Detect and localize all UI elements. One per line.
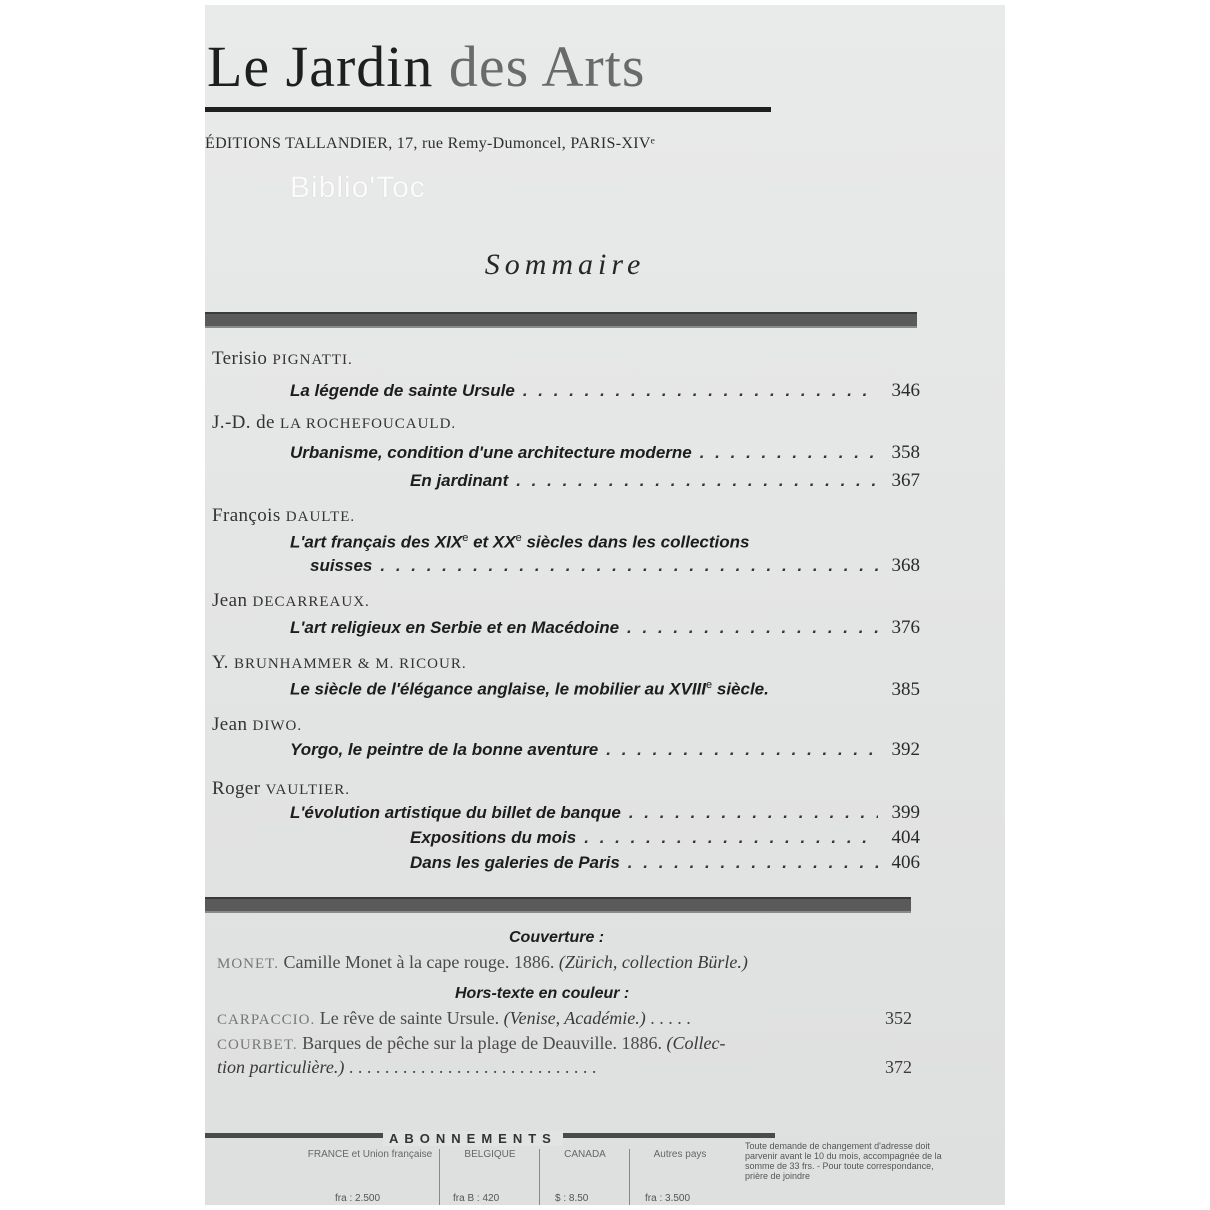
toc-entry[interactable]: Le siècle de l'élégance anglaise, le mobilier au XVIIIe siècle. 385: [290, 679, 920, 700]
magazine-page: [205, 5, 1005, 1205]
abonnements-title: ABONNEMENTS: [383, 1131, 563, 1146]
toc-entry[interactable]: L'art religieux en Serbie et en Macédoine . . . 376: [290, 617, 920, 639]
abonnement-separator: [539, 1149, 540, 1205]
toc-entry-continued[interactable]: suisses . . . 368: [310, 555, 920, 577]
toc-entry[interactable]: En jardinant . . . 367: [410, 470, 920, 492]
abonnement-price: fra : 2.500: [335, 1193, 381, 1204]
toc-entry[interactable]: L'art français des XIXe et XXe siècles dans les collections: [290, 532, 750, 552]
toc-entry[interactable]: Yorgo, le peintre de la bonne aventure . . . 392: [290, 739, 920, 761]
sommaire-title: Sommaire: [484, 248, 646, 281]
abonnement-column-label: FRANCE et Union française: [307, 1149, 433, 1160]
cover-heading: Couverture :: [509, 929, 605, 946]
toc-author: Terisio PIGNATTI.: [212, 348, 353, 369]
abonnement-separator: [439, 1149, 440, 1205]
cover-credit: MONET. Camille Monet à la cape rouge. 1886. (Zürich, collection Bürle.): [217, 952, 748, 972]
toc-entry[interactable]: La légende de sainte Ursule . . . 346: [290, 380, 920, 402]
abonnement-column-label: BELGIQUE: [464, 1149, 516, 1160]
abonnement-price: fra B : 420: [453, 1193, 500, 1204]
toc-author: Jean DIWO.: [212, 714, 303, 735]
masthead-rule: [205, 107, 771, 112]
hors-texte-item: COURBET. Barques de pêche sur la plage de Deauville. 1886. (Collec-: [217, 1033, 726, 1053]
divider-band-top: [205, 312, 917, 328]
watermark-text: Biblio'Toc: [290, 171, 426, 204]
toc-entry[interactable]: Urbanisme, condition d'une architecture moderne . . . 358: [290, 442, 920, 464]
toc-entry[interactable]: L'évolution artistique du billet de banque . . . 399: [290, 802, 920, 824]
publisher-line: ÉDITIONS TALLANDIER, 17, rue Remy-Dumoncel, PARIS-XIVᵉ: [205, 135, 656, 152]
toc-entry[interactable]: Expositions du mois . . . 404: [410, 827, 920, 849]
masthead-title: Le Jardin des Arts: [207, 34, 646, 99]
hors-texte-item-continued: tion particulière.) . . . . . . . . . . . . . . . . . . . . . . . . . . . . 372: [217, 1057, 912, 1077]
divider-band-middle: [205, 897, 911, 913]
abonnement-price: fra : 3.500: [645, 1193, 691, 1204]
toc-author: François DAULTE.: [212, 505, 356, 526]
abonnement-column-label: CANADA: [564, 1149, 606, 1160]
hors-texte-item: CARPACCIO. Le rêve de sainte Ursule. (Venise, Académie.) . . . . . 352: [217, 1008, 912, 1028]
abonnement-note: Toute demande de changement d'adresse doit parvenir avant le 10 du mois, accompagnée de la somme de 33 frs. - Pour toute correspondance, prière de joindre: [745, 1141, 942, 1181]
toc-author: Roger VAULTIER.: [212, 778, 351, 799]
toc-author: Y. BRUNHAMMER & M. RICOUR.: [212, 652, 467, 673]
toc-entry[interactable]: Dans les galeries de Paris . . . 406: [410, 852, 920, 874]
abonnement-column-label: Autres pays: [653, 1149, 707, 1160]
toc-author: Jean DECARREAUX.: [212, 590, 370, 611]
abonnement-separator: [629, 1149, 630, 1205]
toc-author: J.-D. de LA ROCHEFOUCAULD.: [212, 412, 457, 433]
abonnement-price: $ : 8.50: [555, 1193, 589, 1204]
hors-texte-heading: Hors-texte en couleur :: [455, 985, 630, 1002]
